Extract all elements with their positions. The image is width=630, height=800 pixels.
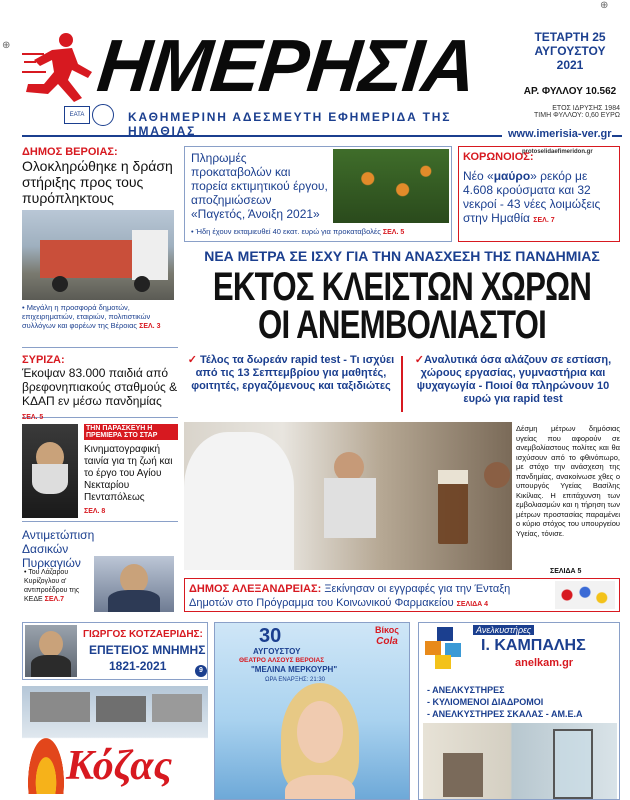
orchard-photo <box>333 149 449 223</box>
alex-sel: ΣΕΛΙΔΑ 4 <box>456 601 489 608</box>
lead-bullet-2 <box>406 354 620 406</box>
alex-text-body: Ξεκίνησαν οι εγγραφές για την Ένταξη Δημοτών στο Πρόγραμμα του Κοινωνικού Φαρμακείου <box>189 583 511 609</box>
pills-photo <box>555 581 615 609</box>
covid-text-bold: μαύρο <box>493 169 531 183</box>
syriza-sel: ΣΕΛ. 5 <box>22 414 44 421</box>
sponsor-line1: Βίκος <box>375 625 399 635</box>
lead-headline-line2: ΟΙ ΑΝΕΜΒΟΛΙΑΣΤΟΙ <box>258 303 546 347</box>
founded-year: ΕΤΟΣ ΙΔΡΥΣΗΣ 1984 <box>552 105 620 112</box>
veria-kicker: ΔΗΜΟΣ ΒΕΡΟΙΑΣ: <box>22 146 118 158</box>
syriza-headline-text: Έκοψαν 83.000 παιδιά από βρεφονηπιακούς σταθμούς & ΚΔΑΠ εν μέσω πανδημίας <box>22 366 178 408</box>
lead-bullet-2-text: Αναλυτικά όσα αλάζουν σε εστίαση, χώρους εργασίας, γυμναστήρια και ψυχαγωγία - Ποιοί θα πληρώνουν 10 ευρώ για rapid test <box>416 354 612 405</box>
lead-bullet-1-text: Τέλος τα δωρεάν rapid test - Τι ισχύει από τις 13 Σεπτεμβρίου για μαθητές, φοιτητές, εργαζόμενους και ταξιδιώτες <box>191 354 395 392</box>
bullet-divider <box>401 356 403 412</box>
forest-text <box>24 568 84 604</box>
covid-text <box>463 169 619 228</box>
film-text <box>84 444 178 504</box>
veria-headline: Ολοκληρώθηκε η δράση στήριξης προς τους πυρόπληκτους <box>22 158 173 206</box>
lead-body: Δέσμη μέτρων δημόσιας υγείας που αφορούν σε ανεμβολίαστους πολίτες και θα ισχύσουν από το φθινόπωρο, με στόχο την ανάσχεση της πανδημίας, ανακοίνωσε χθες ο υπουργός Υγείας Βασίλης Κικίλιας. Η επιτάχυνση των εμβολιασμών και η τήρηση των μέτρων προστασίας παραμένει ο κύριο στόχος του υπουργείου Υγείας, τόνισε. <box>516 424 620 538</box>
forest-story[interactable] <box>22 528 178 616</box>
date-day: ΤΕΤΑΡΤΗ 25 <box>534 30 606 44</box>
syriza-story[interactable] <box>22 354 178 421</box>
eata-logo: ΕΑΤΑ <box>64 106 90 124</box>
concert-venue: ΘΕΑΤΡΟ ΑΛΣΟΥΣ ΒΕΡΟΙΑΣ <box>239 657 325 664</box>
houses-ad[interactable] <box>22 686 208 800</box>
check-icon: ✓ <box>187 354 197 366</box>
alex-text <box>189 582 549 612</box>
kozas-logo: Κόζας <box>66 743 173 789</box>
concert-time: ΩΡΑ ΕΝΑΡΞΗΣ: 21:30 <box>265 677 326 683</box>
covid-sel: ΣΕΛ. 7 <box>533 217 555 224</box>
covid-story[interactable] <box>458 146 620 242</box>
covid-kicker: ΚΟΡΩΝΟΙΟΣ: <box>463 151 534 163</box>
runner-logo-icon <box>22 32 94 102</box>
crosshair-icon: ⊕ <box>600 0 609 11</box>
lead-sel: ΣΕΛΙΔΑ 5 <box>550 568 582 575</box>
crosshair-icon: ⊕ <box>2 40 11 51</box>
payments-caption-text: • Ήδη έχουν εκταμιευθεί 40 εκατ. ευρώ για προκαταβολές <box>191 227 381 236</box>
veria-caption-text: • Μεγάλη η προσφορά δημοτών, επιχειρηματιών, εταιριών, πολιτιστικών συλλόγων και φορέων της Βέροιας <box>22 303 151 330</box>
watermark-text: protoselidaefimeridon.gr <box>522 149 593 155</box>
veria-sel: ΣΕΛ. 3 <box>139 323 161 330</box>
kotz-photo <box>25 625 77 677</box>
kotz-name: ΓΙΩΡΓΟΣ ΚΟΤΖΑΕΡΙΔΗΣ: <box>83 629 203 640</box>
covid-text-post: » ρεκόρ με 4.608 κρούσματα και 32 νεκροί - 43 νέες λοιμώξεις στην Ημαθία <box>463 169 601 225</box>
check-icon: ✓ <box>414 354 424 366</box>
lead-headline <box>134 265 630 347</box>
payments-text: Πληρωμές προκαταβολών και πορεία εκτιμητικού έργου, αποζημιώσεων «Παγετός, Άνοιξη 2021» <box>191 151 328 221</box>
lead-banner: ΝΕΑ ΜΕΤΡΑ ΣΕ ΙΣΧΥ ΓΙΑ ΤΗΝ ΑΝΑΣΧΕΣΗ ΤΗΣ ΠΑΝΔΗΜΙΑΣ <box>204 248 600 264</box>
cafe-photo <box>184 422 512 570</box>
sponsor-logo <box>367 625 407 647</box>
forest-headline: Αντιμετώπιση Δασικών Πυρκαγιών <box>22 528 95 570</box>
kampalis-cubes-icon <box>423 627 469 669</box>
kampalis-line3: - ΑΝΕΛΚΥΣΤΗΡΕΣ ΣΚΑΛΑΣ - ΑΜ.Ε.Α <box>427 709 583 719</box>
concert-ad[interactable] <box>214 622 410 800</box>
masthead-subtitle: ΚΑΘΗΜΕΡΙΝΗ ΑΔΕΣΜΕΥΤΗ ΕΦΗΜΕΡΙΔΑ ΤΗΣ <box>128 110 452 124</box>
concert-venue-name: "ΜΕΛΙΝΑ ΜΕΡΚΟΥΡΗ" <box>251 665 338 674</box>
kotz-num: 9 <box>195 665 207 677</box>
payments-caption <box>191 227 449 236</box>
singer-photo <box>275 683 365 800</box>
kampalis-line1: - ΑΝΕΛΚΥΣΤΗΡΕΣ <box>427 685 505 695</box>
kampalis-name: Ι. ΚΑΜΠΑΛΗΣ <box>481 637 586 654</box>
forest-text-body: • Του Λάζαρου Κυρίζογλου α' αντιπροέδρου της ΚΕΔΕ <box>24 569 80 603</box>
kampalis-site: anelkam.gr <box>515 657 574 669</box>
date-full: ΑΥΓΟΥΣΤΟΥ 2021 <box>534 44 606 72</box>
film-story[interactable] <box>22 424 178 522</box>
website-link[interactable]: www.imerisia-ver.gr <box>502 128 612 140</box>
concert-month: ΑΥΓΟΥΣΤΟΥ <box>253 647 301 656</box>
elevator-photo <box>423 723 617 799</box>
syriza-headline <box>22 366 178 425</box>
alex-kicker: ΔΗΜΟΣ ΑΛΕΞΑΝΔΡΕΙΑΣ: <box>189 583 322 595</box>
kyrizoglou-photo <box>94 556 174 612</box>
alex-story[interactable] <box>184 578 620 612</box>
film-sel: ΣΕΛ. 8 <box>84 508 106 515</box>
issue-price: ΤΙΜΗ ΦΥΛΛΟΥ: 0,60 ΕΥΡΩ <box>534 112 620 119</box>
saint-photo <box>22 424 78 518</box>
kotz-line2: 1821-2021 <box>109 659 167 673</box>
film-text-body: Κινηματογραφική ταινία για τη ζωή και το έργο του Αγίου Νεκταρίου Πενταπόλεως <box>84 444 173 503</box>
payments-sel: ΣΕΛ. 5 <box>382 229 405 236</box>
concert-day: 30 <box>259 625 282 647</box>
lead-bullet-1 <box>184 354 398 393</box>
kampalis-tag: Ανελκυστήρες <box>473 625 534 635</box>
film-kicker: ΤΗΝ ΠΑΡΑΣΚΕΥΗ Η ΠΡΕΜΙΕΡΑ ΣΤΟ ΣΤΑΡ <box>84 424 178 440</box>
kotz-box[interactable] <box>22 622 208 680</box>
syriza-kicker: ΣΥΡΙΖΑ: <box>22 354 65 366</box>
kampalis-line2: - ΚΥΛΙΟΜΕΝΟΙ ΔΙΑΔΡΟΜΟΙ <box>427 697 544 707</box>
forest-sel: ΣΕΛ.7 <box>44 596 65 603</box>
lead-headline-line1: ΕΚΤΟΣ ΚΛΕΙΣΤΩΝ ΧΩΡΩΝ <box>212 265 592 309</box>
covid-text-pre: Νέο « <box>463 169 494 183</box>
fire-icon <box>28 738 64 794</box>
payments-story[interactable] <box>184 146 452 242</box>
seal-icon <box>92 104 114 126</box>
date-box <box>520 30 620 119</box>
issue-number: ΑΡ. ΦΥΛΛΟΥ 10.562 <box>523 86 617 97</box>
kampalis-ad[interactable] <box>418 622 620 800</box>
kotz-line1: ΕΠΕΤΕΙΟΣ ΜΝΗΜΗΣ <box>89 643 206 657</box>
masthead-title: ΗΜΕΡΗΣΙΑ <box>93 24 480 107</box>
sponsor-line2: Cola <box>376 636 398 647</box>
